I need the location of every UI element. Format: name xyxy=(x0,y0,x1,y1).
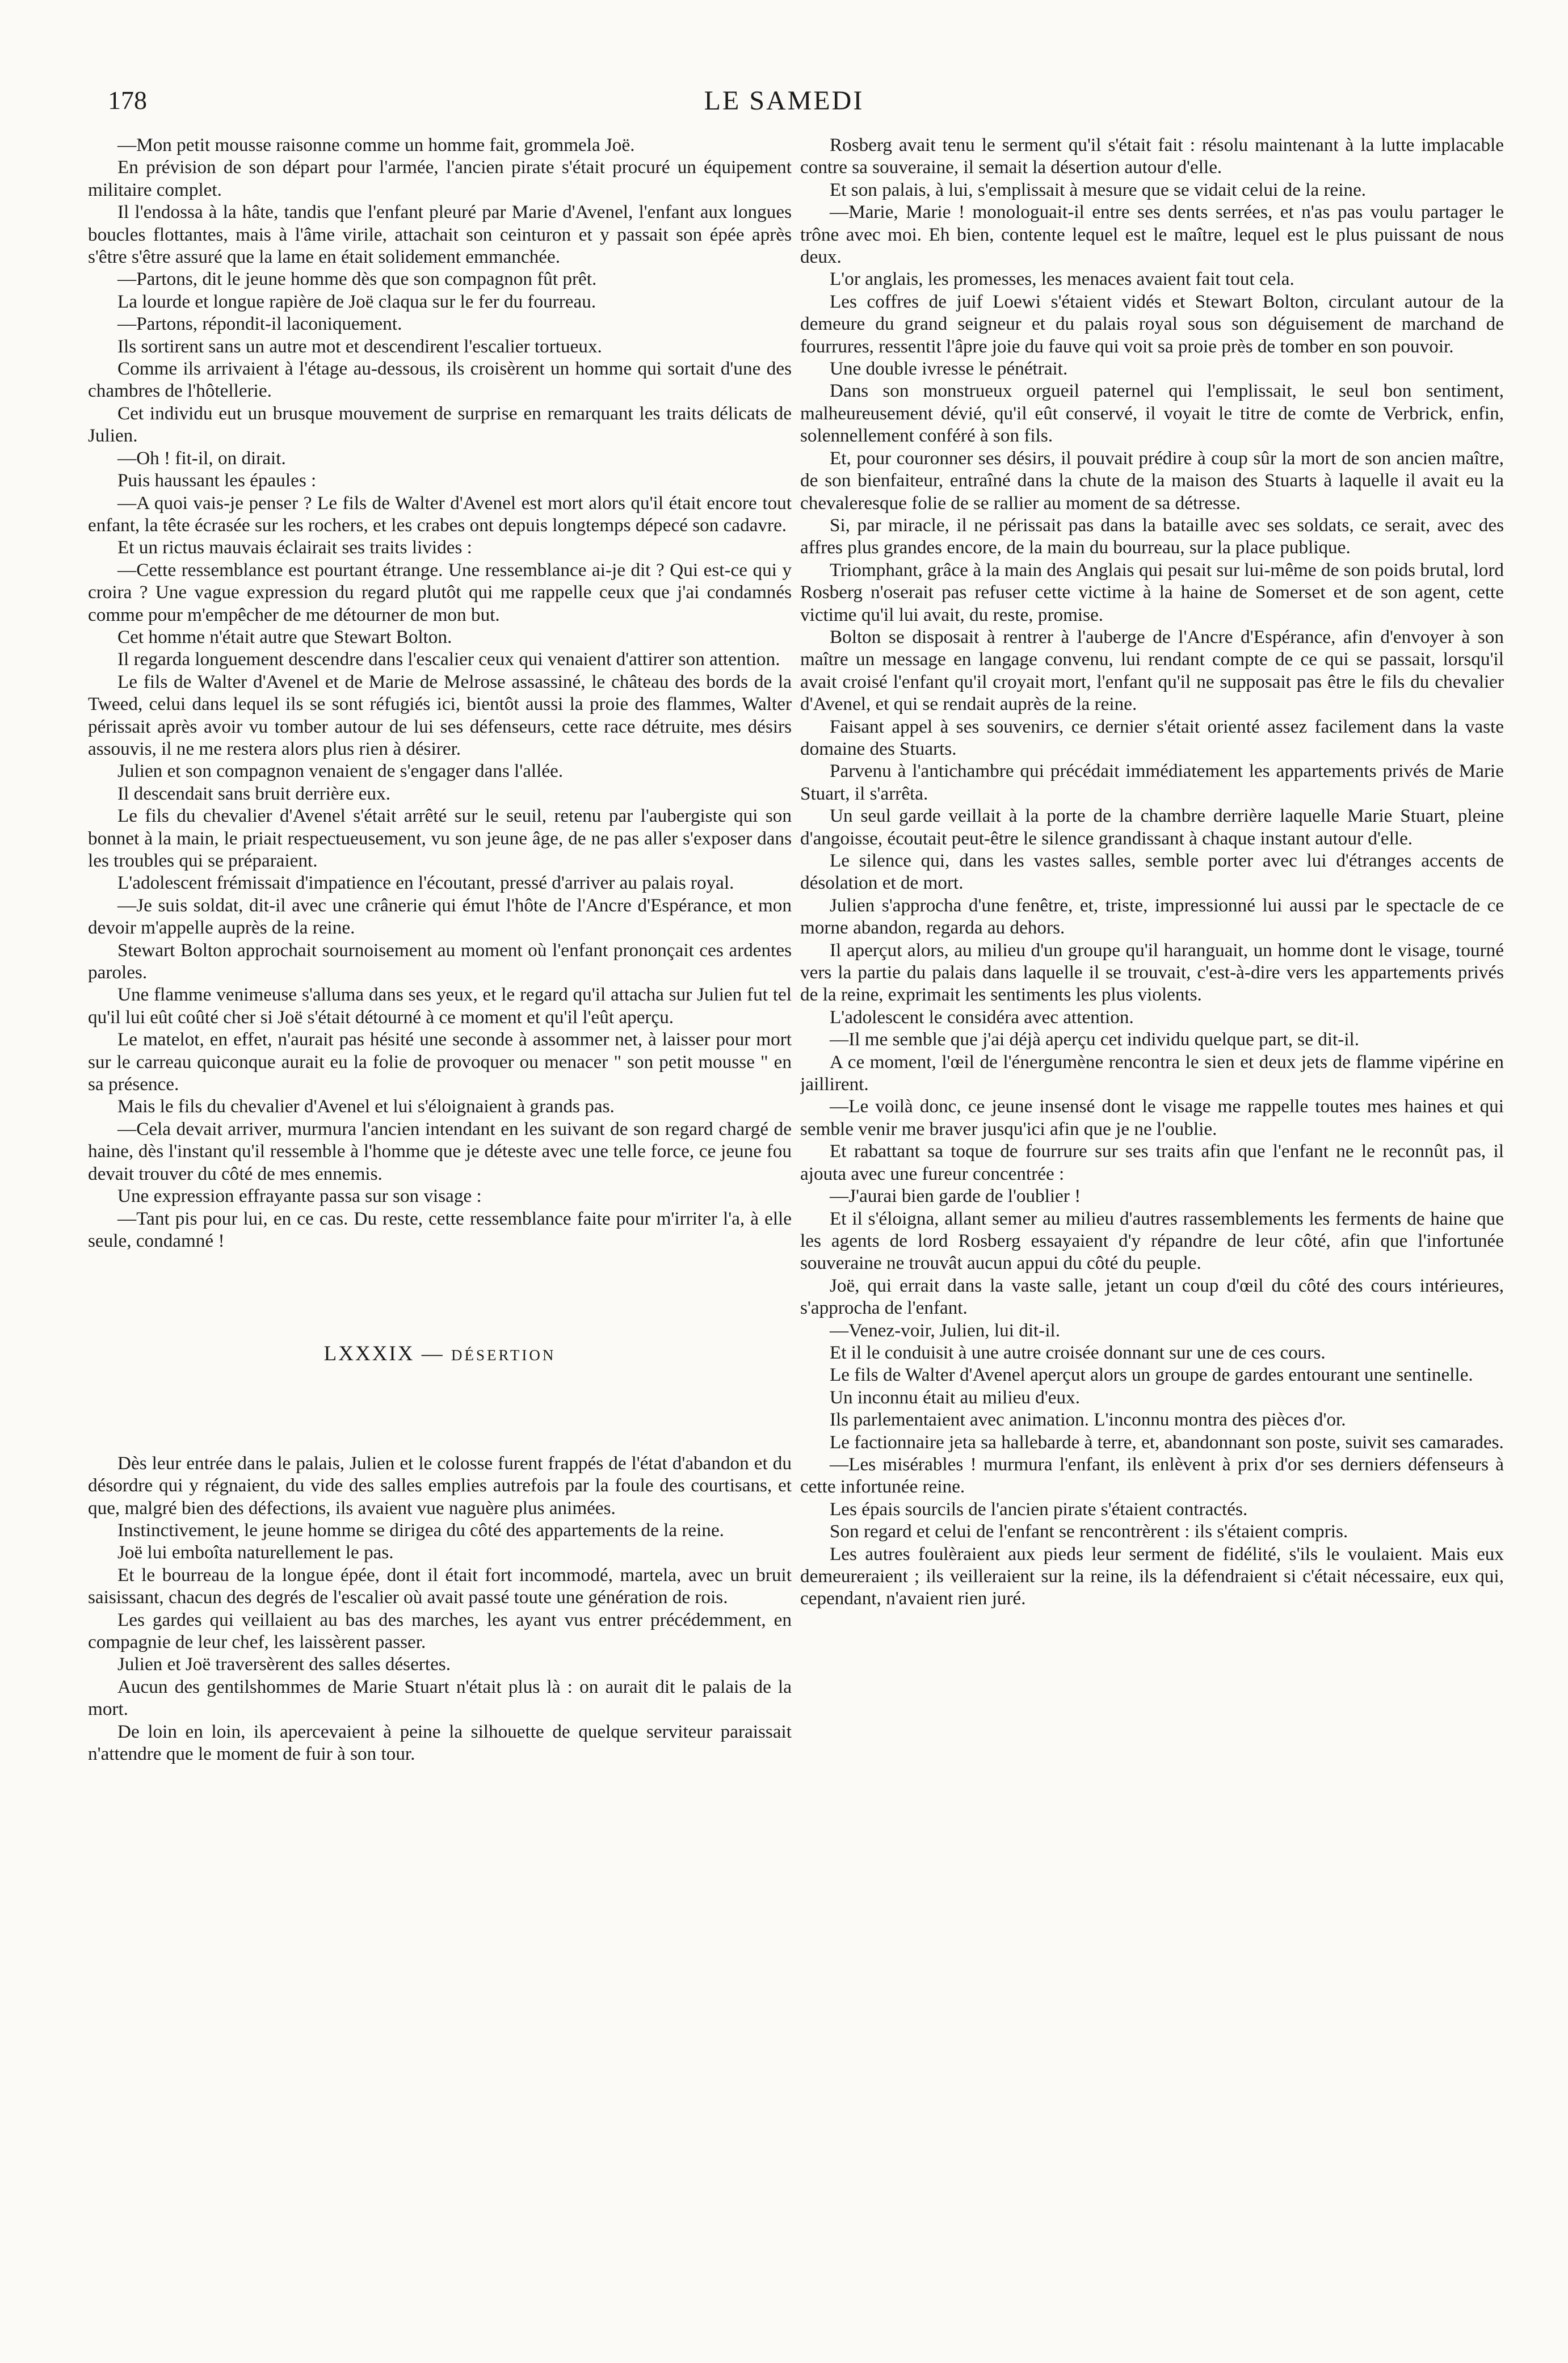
paragraph: Cet individu eut un brusque mouvement de surprise en remarquant les traits délicats de Julien. xyxy=(88,402,792,447)
paragraph: Le fils du chevalier d'Avenel s'était arrêté sur le seuil, retenu par l'aubergiste qui son bonnet à la main, le priait respectueusement, vu son jeune âge, de ne pas aller s'exposer dans les troubles qui se préparaient. xyxy=(88,805,792,871)
paragraph: Et il s'éloigna, allant semer au milieu d'autres rassemblements les ferments de haine que les agents de lord Rosberg essayaient d'y répandre de leur côté, afin que l'infortunée souveraine ne trouvât aucun appui du côté du peuple. xyxy=(800,1208,1504,1274)
paragraph: Mais le fils du chevalier d'Avenel et lui s'éloignaient à grands pas. xyxy=(117,1096,615,1117)
paragraph: Aucun des gentilshommes de Marie Stuart n'était plus là : on aurait dit le palais de la mort. xyxy=(88,1676,792,1720)
chapter-title: DÉSERTION xyxy=(451,1347,556,1364)
paragraph: Et il le conduisit à une autre croisée donnant sur une de ces cours. xyxy=(830,1342,1326,1363)
paragraph: Les gardes qui veillaient au bas des marches, les ayant vus entrer précédemment, en compagnie de leur chef, les laissèrent passer. xyxy=(88,1609,792,1653)
chapter-separator: — xyxy=(421,1342,444,1366)
paragraph: Et le bourreau de la longue épée, dont il était fort incommodé, martela, avec un bruit saisissant, chacun des degrés de l'escalier où avait passé toute une génération de rois. xyxy=(88,1564,792,1608)
paragraph: Un inconnu était au milieu d'eux. xyxy=(830,1386,1080,1408)
paragraph: —Cette ressemblance est pourtant étrange. Une ressemblance ai-je dit ? Qui est-ce qui y croira ? Une vague expression du regard plutôt qui me rappelle ceux que j'ai condamnés comme pour m'empêcher de me détourner de mon but. xyxy=(88,559,792,625)
paragraph: Triomphant, grâce à la main des Anglais qui pesait sur lui-même de son poids brutal, lord Rosberg n'oserait pas refuser cette victime à la haine de Somerset et de son agent, cette victime qu'il lui avait, du reste, promise. xyxy=(800,559,1504,625)
paragraph: —Mon petit mousse raisonne comme un homme fait, grommela Joë. xyxy=(117,134,635,155)
left-column-paragraphs-after xyxy=(88,1452,792,1765)
paragraph: Comme ils arrivaient à l'étage au-dessous, ils croisèrent un homme qui sortait d'une des chambres de l'hôtellerie. xyxy=(88,358,792,402)
paragraph: —Partons, dit le jeune homme dès que son compagnon fût prêt. xyxy=(117,268,597,290)
paragraph: Et, pour couronner ses désirs, il pouvait prédire à coup sûr la mort de son ancien maître, de son bienfaiteur, entraîné dans la chute de la maison des Stuarts à laquelle il avait eu la chevaleresque folie de se rallier au moment de sa détresse. xyxy=(800,447,1504,514)
right-column-paragraphs xyxy=(800,134,1504,1610)
paragraph: Les autres foulèraient aux pieds leur serment de fidélité, s'ils le voulaient. Mais eux demeureraient ; ils veilleraient sur la reine, ils la défendraient si c'était nécessaire, eux qui, cependant, n'avaient rien juré. xyxy=(800,1543,1504,1609)
paragraph: —Venez-voir, Julien, lui dit-il. xyxy=(830,1319,1061,1341)
running-title: LE SAMEDI xyxy=(704,86,864,116)
paragraph: —Marie, Marie ! monologuait-il entre ses dents serrées, et n'as pas voulu partager le trône avec moi. Eh bien, contente lequel est le maître, lequel est le plus puissant de nous deux. xyxy=(800,201,1504,268)
paragraph: Le fils de Walter d'Avenel et de Marie de Melrose assassiné, le château des bords de la Tweed, celui dans lequel ils se sont réfugiés ici, bientôt aussi la proie des flammes, Walter périssait après avoir vu tomber autour de lui ses défenseurs, cette race détruite, mes désirs assouvis, il ne me restera alors plus rien à désirer. xyxy=(88,671,792,759)
paragraph: Les épais sourcils de l'ancien pirate s'étaient contractés. xyxy=(830,1498,1248,1520)
paragraph: De loin en loin, ils apercevaient à peine la silhouette de quelque serviteur paraissait n'attendre que le moment de fuir à son tour. xyxy=(88,1721,792,1764)
paragraph: Rosberg avait tenu le serment qu'il s'était fait : résolu maintenant à la lutte implacable contre sa souveraine, il semait la désertion autour d'elle. xyxy=(800,134,1504,178)
paragraph: L'adolescent le considéra avec attention. xyxy=(830,1006,1134,1028)
paragraph: Julien s'approcha d'une fenêtre, et, triste, impressionné lui aussi par le spectacle de ce morne abandon, regarda au dehors. xyxy=(800,894,1504,939)
paragraph: Une flamme venimeuse s'alluma dans ses yeux, et le regard qu'il attacha sur Julien fut tel qu'il lui eût coûté cher si Joë s'était détourné à ce moment et qu'il l'eût aperçu. xyxy=(88,984,792,1028)
paragraph: Puis haussant les épaules : xyxy=(117,470,317,491)
paragraph: Une double ivresse le pénétrait. xyxy=(830,358,1068,380)
left-column xyxy=(88,134,792,2324)
paragraph: A ce moment, l'œil de l'énergumène rencontra le sien et deux jets de flamme vipérine en jaillirent. xyxy=(800,1051,1504,1095)
paragraph: Bolton se disposait à rentrer à l'auberge de l'Ancre d'Espérance, afin d'envoyer à son maître un message en langage convenu, lui rendant compte de ce qui se passait, lorsqu'il avait croisé l'enfant qu'il croyait mort, l'enfant qu'il ne supposait pas être le fils du chevalier d'Avenel, et qui se rendait auprès de la reine. xyxy=(800,626,1504,715)
paragraph: Le silence qui, dans les vastes salles, semble porter avec lui d'étranges accents de désolation et de mort. xyxy=(800,850,1504,894)
paragraph: Stewart Bolton approchait sournoisement au moment où l'enfant prononçait ces ardentes paroles. xyxy=(88,939,792,983)
paragraph: Il regarda longuement descendre dans l'escalier ceux qui venaient d'attirer son attention. xyxy=(117,649,780,670)
paragraph: La lourde et longue rapière de Joë claqua sur le fer du fourreau. xyxy=(117,291,596,312)
paragraph: L'adolescent frémissait d'impatience en l'écoutant, pressé d'arriver au palais royal. xyxy=(117,872,734,894)
paragraph: —J'aurai bien garde de l'oublier ! xyxy=(830,1185,1081,1207)
paragraph: —Je suis soldat, dit-il avec une crânerie qui émut l'hôte de l'Ancre d'Espérance, et mon devoir m'appelle auprès de la reine. xyxy=(88,894,792,939)
paragraph: Parvenu à l'antichambre qui précédait immédiatement les appartements privés de Marie Stuart, il s'arrêta. xyxy=(800,760,1504,804)
paragraph: Dans son monstrueux orgueil paternel qui l'emplissait, le seul bon sentiment, malheureusement dévié, qu'il eût conservé, il voyait le titre de comte de Verbrick, enfin, solennellement conféré à son fils. xyxy=(800,380,1504,447)
paragraph: Dès leur entrée dans le palais, Julien et le colosse furent frappés de l'état d'abandon et du désordre qui y régnaient, du vide des salles emplies autrefois par la foule des courtisans, et que, malgré bien des défections, ils avaient vue naguère plus animées. xyxy=(88,1452,792,1519)
paragraph: L'or anglais, les promesses, les menaces avaient fait tout cela. xyxy=(830,268,1294,290)
paragraph: Julien et Joë traversèrent des salles désertes. xyxy=(117,1654,451,1675)
paragraph: Cet homme n'était autre que Stewart Bolton. xyxy=(117,626,452,647)
paragraph: Et rabattant sa toque de fourrure sur ses traits afin que l'enfant ne le reconnût pas, il ajouta avec une fureur concentrée : xyxy=(800,1141,1504,1184)
left-column-paragraphs-before xyxy=(88,134,792,1252)
paragraph: Ils sortirent sans un autre mot et descendirent l'escalier tortueux. xyxy=(117,335,602,357)
paragraph: Il l'endossa à la hâte, tandis que l'enfant pleuré par Marie d'Avenel, l'enfant aux longues boucles flottantes, mais à l'âme virile, attachait son ceinturon et y passait son épée après s'être s'être assuré que la lame en était solidement emmanchée. xyxy=(88,201,792,268)
paragraph: Joë lui emboîta naturellement le pas. xyxy=(117,1542,394,1563)
paragraph: Il aperçut alors, au milieu d'un groupe qu'il haranguait, un homme dont le visage, tourné vers la partie du palais dans laquelle il se trouvait, c'est-à-dire vers les appartements privés de la reine, exprimait les sentiments les plus violents. xyxy=(800,939,1504,1006)
paragraph: Joë, qui errait dans la vaste salle, jetant un coup d'œil du côté des cours intérieures, s'approcha de l'enfant. xyxy=(800,1275,1504,1319)
chapter-number: LXXXIX xyxy=(323,1342,415,1366)
paragraph: Le factionnaire jeta sa hallebarde à terre, et, abandonnant son poste, suivit ses camarades. xyxy=(830,1431,1504,1453)
paragraph: Une expression effrayante passa sur son visage : xyxy=(117,1185,482,1207)
paragraph: —A quoi vais-je penser ? Le fils de Walter d'Avenel est mort alors qu'il était encore tout enfant, la tête écrasée sur les rochers, et les crabes ont depuis longtemps dépecé son cadavre. xyxy=(88,492,792,536)
paragraph: —Oh ! fit-il, on dirait. xyxy=(117,447,286,469)
paragraph: —Cela devait arriver, murmura l'ancien intendant en les suivant de son regard chargé de haine, dès l'instant qu'il ressemble à l'homme que je déteste avec une telle force, ce jeune fou devait trouver du côté de mes ennemis. xyxy=(88,1118,792,1184)
paragraph: Et son palais, à lui, s'emplissait à mesure que se vidait celui de la reine. xyxy=(830,179,1367,200)
page-number: 178 xyxy=(108,86,147,115)
paragraph: Si, par miracle, il ne périssait pas dans la bataille avec ses soldats, ce serait, avec des affres plus grandes encore, de la main du bourreau, sur la place publique. xyxy=(800,514,1504,558)
chapter-heading xyxy=(88,1343,792,1366)
paragraph: Faisant appel à ses souvenirs, ce dernier s'était orienté assez facilement dans la vaste domaine des Stuarts. xyxy=(800,716,1504,759)
paragraph: Julien et son compagnon venaient de s'engager dans l'allée. xyxy=(117,760,564,782)
paragraph: Les coffres de juif Loewi s'étaient vidés et Stewart Bolton, circulant autour de la demeure du grand seigneur et du palais royal sous son déguisement de marchand de fourrures, ressentit l'âpre joie du fauve qui voit sa proie près de tomber en son pouvoir. xyxy=(800,291,1504,357)
paragraph: Instinctivement, le jeune homme se dirigea du côté des appartements de la reine. xyxy=(117,1519,724,1541)
paragraph: Et un rictus mauvais éclairait ses traits livides : xyxy=(117,537,472,558)
paragraph: En prévision de son départ pour l'armée, l'ancien pirate s'était procuré un équipement militaire complet. xyxy=(88,157,792,200)
paragraph: Ils parlementaient avec animation. L'inconnu montra des pièces d'or. xyxy=(830,1409,1346,1431)
paragraph: —Il me semble que j'ai déjà aperçu cet individu quelque part, se dit-il. xyxy=(830,1029,1360,1050)
paragraph: Le fils de Walter d'Avenel aperçut alors un groupe de gardes entourant une sentinelle. xyxy=(830,1364,1473,1386)
paragraph: Il descendait sans bruit derrière eux. xyxy=(117,783,391,804)
paragraph: —Partons, répondit-il laconiquement. xyxy=(117,313,402,335)
paragraph: Son regard et celui de l'enfant se rencontrèrent : ils s'étaient compris. xyxy=(830,1521,1348,1542)
paragraph: —Le voilà donc, ce jeune insensé dont le visage me rappelle toutes mes haines et qui semble venir me braver jusqu'ici afin que je ne l'oublie. xyxy=(800,1096,1504,1140)
paragraph: —Tant pis pour lui, en ce cas. Du reste, cette ressemblance faite pour m'irriter l'a, à elle seule, condamné ! xyxy=(88,1208,792,1251)
paragraph: Un seul garde veillait à la porte de la chambre derrière laquelle Marie Stuart, pleine d'angoisse, écoutait peut-être le silence grandissant à chaque instant autour d'elle. xyxy=(800,805,1504,849)
paragraph: —Les misérables ! murmura l'enfant, ils enlèvent à prix d'or ses derniers défenseurs à cette infortunée reine. xyxy=(800,1453,1504,1498)
page-header xyxy=(79,85,1489,131)
paragraph: Le matelot, en effet, n'aurait pas hésité une seconde à assommer net, à laisser pour mort sur le carreau quiconque aurait eu la folie de provoquer ou menacer " son petit mousse " en sa présence. xyxy=(88,1029,792,1095)
right-column xyxy=(800,134,1504,2324)
